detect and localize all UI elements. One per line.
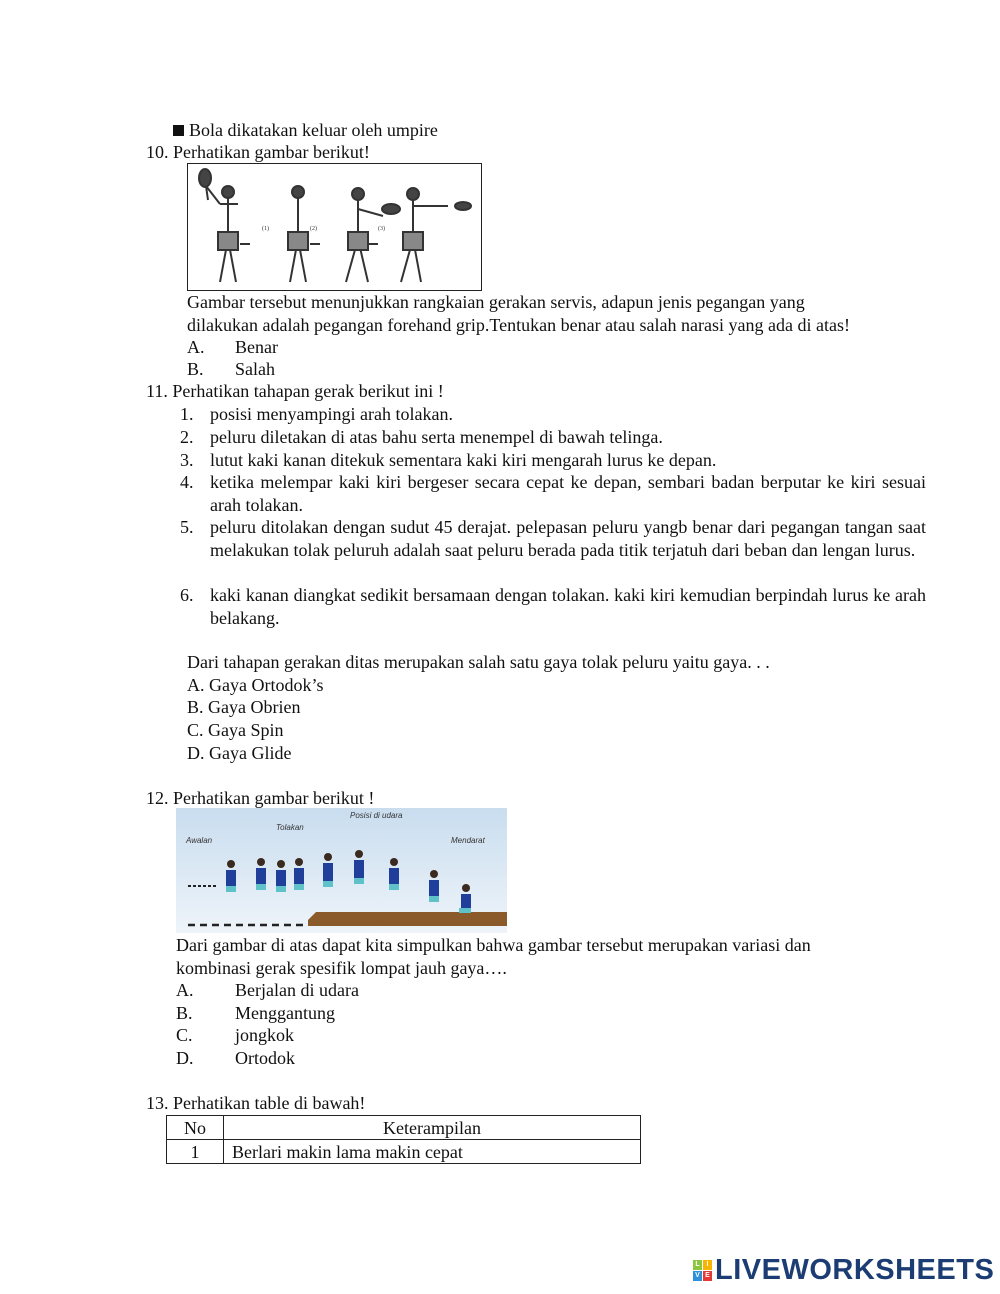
q10-option-b[interactable] <box>187 358 275 380</box>
q11-step <box>180 426 926 449</box>
option-text: Salah <box>235 359 275 379</box>
option-text: Bola dikatakan keluar oleh umpire <box>189 120 438 140</box>
logo-tile: L <box>693 1260 702 1270</box>
q12-option-a[interactable] <box>176 979 359 1001</box>
q12-option-c[interactable] <box>176 1024 294 1046</box>
step-text: ketika melempar kaki kiri bergeser secara cepat ke depan, sembari badan berputar ke kiri sesuai arah tolakan. <box>210 472 926 515</box>
step-text: posisi menyampingi arah tolakan. <box>210 404 453 424</box>
q11-option-b[interactable]: B. Gaya Obrien <box>187 697 301 717</box>
image-label-mendarat: Mendarat <box>451 836 485 845</box>
step-number: 5. <box>180 517 194 537</box>
q11-step <box>180 584 926 629</box>
step-number: 6. <box>180 585 194 605</box>
logo-tile: E <box>703 1271 712 1281</box>
q10-title: 10. Perhatikan gambar berikut! <box>146 142 370 162</box>
q11-title: 11. Perhatikan tahapan gerak berikut ini ! <box>146 381 444 401</box>
option-text: Benar <box>235 337 278 357</box>
table-header-row <box>167 1116 641 1140</box>
q12-text-line2: kombinasi gerak spesifik lompat jauh gaya…. <box>176 958 507 978</box>
logo-tile: V <box>693 1271 702 1281</box>
image-label-tolakan: Tolakan <box>276 823 304 832</box>
q10-option-a[interactable] <box>187 336 278 358</box>
logo-tiles-icon <box>693 1260 712 1281</box>
option-text: Menggantung <box>235 1003 335 1023</box>
q11-option-c[interactable]: C. Gaya Spin <box>187 720 284 740</box>
option-letter: B. <box>176 1003 193 1023</box>
option-text: Berjalan di udara <box>235 980 359 1000</box>
q11-step <box>180 471 926 516</box>
q12-title: 12. Perhatikan gambar berikut ! <box>146 788 375 808</box>
q12-long-jump-image <box>176 808 507 933</box>
step-text: peluru ditolakan dengan sudut 45 derajat. pelepasan peluru yangb benar dari pegangan tangan saat melakukan tolak peluruh adalah saat peluru berada pada titik terjatuh dari beban dan lengan lurus. <box>210 517 926 560</box>
q9-last-option <box>173 119 438 141</box>
header-no: No <box>167 1116 224 1140</box>
skills-table <box>166 1115 641 1164</box>
square-bullet-icon <box>173 125 184 136</box>
q11-step <box>180 516 926 561</box>
option-letter: A. <box>176 980 194 1000</box>
option-text: jongkok <box>235 1025 295 1045</box>
cell-keterampilan: Berlari makin lama makin cepat <box>224 1140 641 1164</box>
step-number: 3. <box>180 450 194 470</box>
cell-no: 1 <box>167 1140 224 1164</box>
q10-text-line1: Gambar tersebut menunjukkan rangkaian gerakan servis, adapun jenis pegangan yang <box>187 292 805 312</box>
step-text: peluru diletakan di atas bahu serta menempel di bawah telinga. <box>210 427 663 447</box>
option-letter: C. <box>176 1025 193 1045</box>
logo-wordmark: LIVEWORKSHEETS <box>715 1254 995 1286</box>
q11-step <box>180 449 926 472</box>
q12-text-line1: Dari gambar di atas dapat kita simpulkan bahwa gambar tersebut merupakan variasi dan <box>176 935 811 955</box>
q11-step <box>180 403 926 426</box>
q11-option-d[interactable]: D. Gaya Glide <box>187 743 292 763</box>
logo-tile: I <box>703 1260 712 1270</box>
step-text: lutut kaki kanan ditekuk sementara kaki kiri mengarah lurus ke depan. <box>210 450 717 470</box>
step-text: kaki kanan diangkat sedikit bersamaan dengan tolakan. kaki kiri kemudian berpindah lurus ke arah belakang. <box>210 585 926 628</box>
step-label: (3) <box>378 226 385 232</box>
step-label: (2) <box>310 226 317 232</box>
liveworksheets-logo <box>693 1254 994 1287</box>
step-number: 1. <box>180 404 194 424</box>
image-label-posisi-di-udara: Posisi di udara <box>350 811 403 820</box>
q10-text-line2: dilakukan adalah pegangan forehand grip.Tentukan benar atau salah narasi yang ada di atas! <box>187 315 850 335</box>
step-label: (1) <box>262 226 269 232</box>
step-number: 4. <box>180 472 194 492</box>
q12-option-d[interactable] <box>176 1047 295 1069</box>
option-text: Ortodok <box>235 1048 295 1068</box>
option-letter: D. <box>176 1048 194 1068</box>
step-number: 2. <box>180 427 194 447</box>
q10-badminton-serve-image <box>187 163 482 291</box>
image-label-awalan: Awalan <box>186 836 213 845</box>
q12-option-b[interactable] <box>176 1002 335 1024</box>
option-letter: B. <box>187 359 204 379</box>
q13-title: 13. Perhatikan table di bawah! <box>146 1093 366 1113</box>
header-keterampilan: Keterampilan <box>224 1116 641 1140</box>
q11-option-a[interactable]: A. Gaya Ortodok’s <box>187 675 324 695</box>
table-row <box>167 1140 641 1164</box>
q11-question: Dari tahapan gerakan ditas merupakan salah satu gaya tolak peluru yaitu gaya. . . <box>187 652 770 672</box>
option-letter: A. <box>187 337 205 357</box>
